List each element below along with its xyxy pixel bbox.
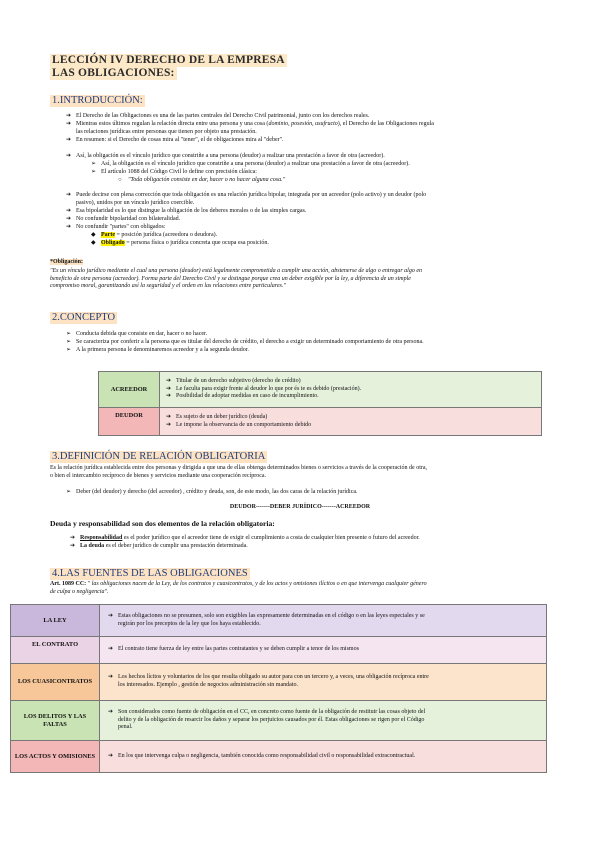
relacion-definicion: Es la relación jurídica establecida entre dos personas y dirigida a que una de ellas obtenga determinados bienes o servicios a través de la cooperación de otra, o bien el intercambio recíproco de bienes y servicios mediante una cooperación recíproca. — [50, 465, 428, 479]
doc-title-line1: LECCIÓN IV DERECHO DE LA EMPRESA — [52, 54, 285, 66]
relacion-bullet: ➢ Deber (del deudor) y derecho (del acreedor) , crédito y deuda, son, de este modo, las dos caras de la relación jurídica. — [66, 489, 358, 495]
fuente-ley-label: LA LEY — [11, 605, 100, 637]
intro-sub-1: ➢ Así, la obligación es el vínculo jurídico que constriñe a una persona (deudor) a realizar una prestación a favor de otra (acreedor). — [91, 161, 410, 167]
deudor-label: DEUDOR — [99, 408, 160, 436]
responsabilidad-item: ➔ Responsabilidad es el poder jurídico que el acreedor tiene de exigir el cumplimiento a costa de cualquier bien presente o futuro del acreedor. — [70, 535, 420, 541]
deudor-acreedor-line: DEUDOR-------DEBER JURÍDICO-------ACREEDOR — [229, 504, 371, 510]
fuente-contrato-label: EL CONTRATO — [11, 637, 100, 664]
intro-bullet-7: ➔ No confundir bipolaridad con bilateralidad. — [66, 216, 181, 222]
intro-quote: ○ "Toda obligación consiste en dar, hacer o no hacer alguna cosa." — [118, 177, 286, 183]
fuente-ley-text: ➔ Estas obligaciones no se presumen, solo son exigibles las expresamente determinadas en el código o en las leyes especiales y se regirán por los preceptos de la ley que los haya establecido. — [100, 605, 547, 637]
intro-bullet-6: ➔ Esa bipolaridad es lo que distingue la obligación de los deberes morales o de las simples cargas. — [66, 208, 307, 214]
intro-bullet-5: ➔ Puede decirse con plena corrección que toda obligación es una relación jurídica bipolar, integrada por un acreedor (polo activo) y un deudor (polo pasivo), unidos por un vínculo jurídico coercible. — [66, 192, 427, 206]
acreedor-items: ➔ Titular de un derecho subjetivo (derecho de crédito) ➔ Le faculta para exigir frente al deudor lo que por és te es debido (prestación). ➔ Posibilidad de adoptar medidas en caso de incumplimiento. — [160, 372, 542, 408]
intro-bullet-2: ➔ Mientras estos últimos regulan la relación directa entre una persona y una cosa (dominio, posesión, usufructo), el Derecho de las Obligaciones regula las relaciones jurídicas entre personas que tienen por objeto una prestación. — [66, 121, 434, 135]
intro-bullet-4: ➔ Así, la obligación es el vínculo jurídico que constriñe a una persona (deudor) a realizar una prestación a favor de otra (acreedor). — [66, 153, 385, 159]
deuda-item: ➔ La deuda es el deber jurídico de cumplir una prestación determinada. — [70, 543, 248, 549]
intro-bullet-3: ➔ En resumen: si el Derecho de cosas mira al "tener", el de obligaciones mira al "deber". — [66, 137, 284, 143]
section-4-heading: 4.LAS FUENTES DE LAS OBLIGACIONES — [52, 568, 248, 579]
intro-sub-2: ➢ El artículo 1088 del Código Civil lo define con precisión clásica: — [91, 169, 257, 175]
fuente-delitos-text: ➔ Son considerados como fuente de obligación en el CC, en concreto como fuente de la obligación de restituir las cosas objeto del delito y de la obligación de resarcir los daños y separar los perjuicios causados por él. Estas obligaciones se rigen por el Código penal. — [100, 701, 547, 741]
fuente-actos-label: LOS ACTOS Y OMISIONES — [11, 741, 100, 773]
obligacion-quote: "Es un vínculo jurídico mediante el cual una persona (deudor) está legalmente comprometida a cumplir una acción, abstenerse de algo o entregar algo en beneficio de otra persona (acreedor). Forma parte del Derecho Civil y se distingue porque crea un deber exigible por la ley, a diferencia de un simple compromiso moral, garantizando así la seguridad y el orden en las relaciones entre particulares." — [50, 268, 423, 290]
fuente-delitos-label: LOS DELITOS Y LAS FALTAS — [11, 701, 100, 741]
acreedor-deudor-table — [98, 371, 542, 436]
doc-title-line2: LAS OBLIGACIONES: — [52, 67, 175, 79]
parte-item: ◆ Parte = posición jurídica (acreedora o deudora). — [91, 232, 218, 238]
fuente-contrato-text: ➔ El contrato tiene fuerza de ley entre las partes contratantes y se deben cumplir a tenor de los mismos — [100, 637, 547, 664]
intro-bullet-8: ➔ No confundir "partes" con obligados: — [66, 224, 166, 230]
section-2-heading: 2.CONCEPTO — [52, 312, 116, 323]
concepto-bullet-3: ➢ A la primera persona le denominaremos acreedor y a la segunda deudor. — [66, 347, 249, 353]
section-1-heading: 1.INTRODUCCIÓN: — [52, 95, 143, 106]
fuente-cuasicontratos-text: ➔ Los hechos lícitos y voluntarios de los que resulta obligado su autor para con un tercero y, a veces, una obligación recíproca entre los interesados. Ejemplo , gestión de negocios administración sin mandato. — [100, 664, 547, 701]
section-3-heading: 3.DEFINICIÓN DE RELACIÓN OBLIGATORIA — [52, 451, 266, 462]
fuente-actos-text: ➔ En los que intervenga culpa o negligencia, también conocida como responsabilidad civil o responsabilidad extracontractual. — [100, 741, 547, 773]
obligacion-label: *Obligación: — [50, 259, 84, 265]
fuentes-table — [10, 604, 547, 773]
concepto-bullet-1: ➢ Conducta debida que consiste en dar, hacer o no hacer. — [66, 331, 208, 337]
fuente-cuasicontratos-label: LOS CUASICONTRATOS — [11, 664, 100, 701]
acreedor-label: ACREEDOR — [99, 372, 160, 408]
deudor-items: ➔ Es sujeto de un deber jurídico (deuda) ➔ Le impone la observancia de un comportamiento debido — [160, 408, 542, 436]
concepto-bullet-2: ➢ Se caracteriza por conferir a la persona que es titular del derecho de crédito, el derecho a exigir un determinado comportamiento de otra persona. — [66, 339, 424, 345]
intro-bullet-1: ➔ El Derecho de las Obligaciones es una de las partes centrales del Derecho Civil patrimonial, junto con los derechos reales. — [66, 113, 370, 119]
art-1089: Art. 1089 CC: " las obligaciones nacen de la Ley, de los contratos y cuasicontratos, y de los actos y omisiones ilícitos o en que intervenga cualquier género de culpa o negligencia". — [50, 581, 427, 595]
deuda-responsabilidad-heading: Deuda y responsabilidad son dos elementos de la relación obligatoria: — [50, 519, 275, 528]
obligado-item: ◆ Obligado = persona física o jurídica concreta que ocupa esa posición. — [91, 240, 269, 246]
